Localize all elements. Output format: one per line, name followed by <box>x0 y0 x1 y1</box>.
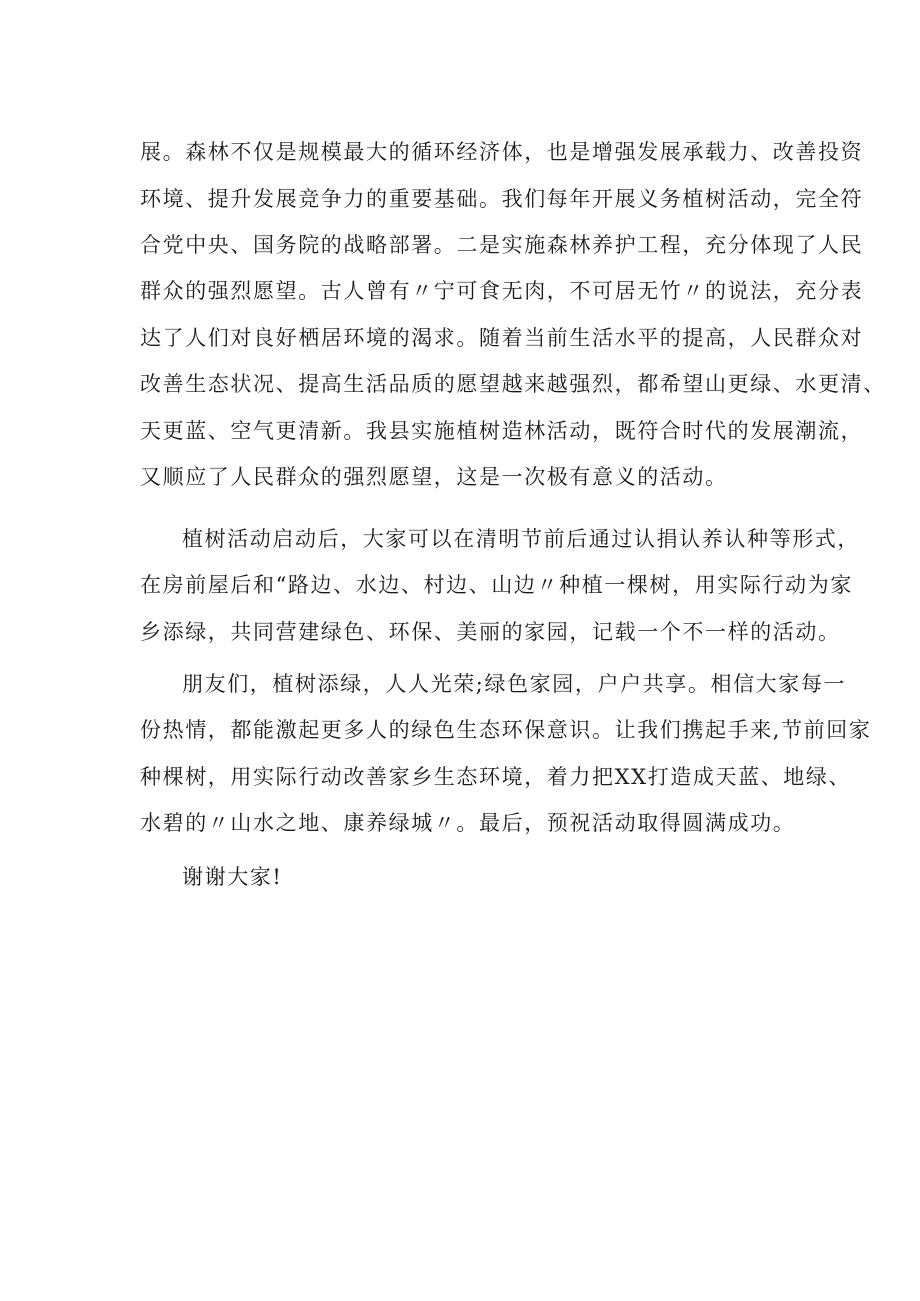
paragraph-1-line-1: 展。森林不仅是规模最大的循环经济体，也是增强发展承载力、改善投资 <box>140 140 864 164</box>
paragraph-2-line-2: 在房前屋后和“路边、水边、村边、山边〃种植一棵树，用实际行动为家 <box>140 573 853 597</box>
paragraph-1-line-2: 环境、提升发展竞争力的重要基础。我们每年开展义务植树活动，完全符 <box>140 187 864 211</box>
paragraph-3-line-1: 朋友们，植树添绿，人人光荣;绿色家园，户户共享。相信大家每一 <box>182 672 847 696</box>
closing-thanks: 谢谢大家! <box>182 865 283 889</box>
paragraph-1-line-5: 达了人们对良好栖居环境的渴求。随着当前生活水平的提高，人民群众对 <box>140 326 864 350</box>
paragraph-1-line-6: 改善生态状况、提高生活品质的愿望越来越强烈，都希望山更绿、水更清、 <box>140 372 886 396</box>
paragraph-1-line-4: 群众的强烈愿望。古人曾有〃宁可食无肉，不可居无竹〃的说法，充分表 <box>140 279 864 303</box>
paragraph-1-line-8: 又顺应了人民群众的强烈愿望，这是一次极有意义的活动。 <box>140 465 728 489</box>
paragraph-1-line-7: 天更蓝、空气更清新。我县实施植树造林活动，既符合时代的发展潮流， <box>140 419 864 443</box>
paragraph-3-line-4: 水碧的〃山水之地、康养绿城〃。最后，预祝活动取得圆满成功。 <box>140 811 796 835</box>
paragraph-3-line-3: 种棵树，用实际行动改善家乡生态环境，着力把XX打造成天蓝、地绿、 <box>140 765 852 789</box>
paragraph-3-line-2: 份热情，都能激起更多人的绿色生态环保意识。让我们携起手来,节前回家 <box>140 718 872 742</box>
paragraph-2-line-1: 植树活动启动后，大家可以在清明节前后通过认捐认养认种等形式， <box>182 527 860 551</box>
paragraph-1-line-3: 合党中央、国务院的战略部署。二是实施森林养护工程，充分体现了人民 <box>140 233 864 257</box>
paragraph-2-line-3: 乡添绿，共同营建绿色、环保、美丽的家园，记载一个不一样的活动。 <box>140 620 841 644</box>
